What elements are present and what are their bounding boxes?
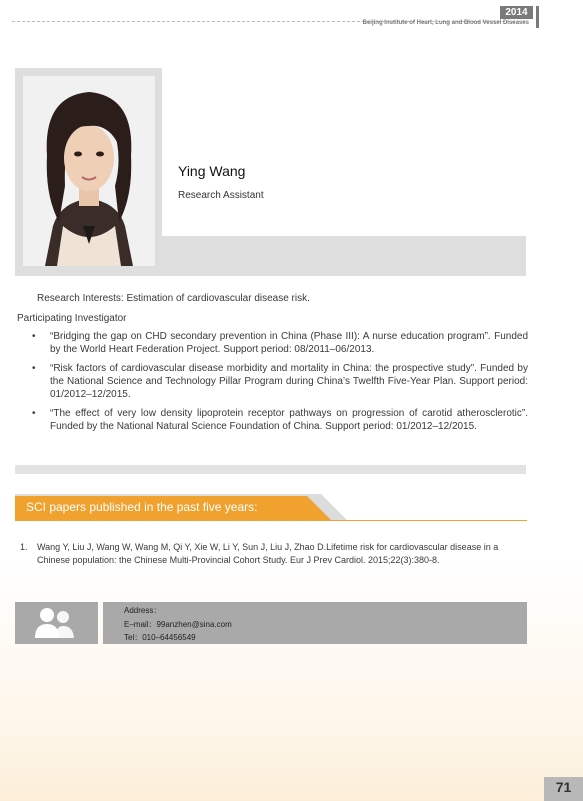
people-icon [15,602,98,644]
contact-phone: Tel：010–64456549 [124,633,196,642]
page-background [0,560,583,801]
project-list [20,330,528,439]
header-institute-name: Beijing Institute of Heart, Lung and Blood Vessel Diseases [362,20,529,26]
participating-investigator-heading: Participating Investigator [17,313,127,324]
profile-photo [23,76,155,266]
banner-underline [15,520,527,521]
contact-icon-box [15,602,98,644]
section-divider [15,465,526,474]
project-text: “Risk factors of cardiovascular disease morbidity and mortality in China: the prospective study”. Funded by the National Science and Technology Pillar Program during China’s Twelfth Five-Year Plan. Support period: 01/2012–12/2015. [50,363,528,400]
contact-email: E–mail：99anzhen@sina.com [124,620,232,629]
contact-address: Address： [124,606,162,615]
project-text: “The effect of very low density lipoprotein receptor pathways on progression of carotid atherosclerotic”. Funded by the National Natural Science Foundation of China. Support period: 01/2012–12/2015. [50,408,528,432]
header-vertical-bar [536,6,539,28]
list-item [20,362,528,401]
reference-number: 1. [20,542,28,552]
sci-section-banner [15,494,527,522]
profile-name: Ying Wang [178,163,246,179]
reference-text: Wang Y, Liu J, Wang W, Wang M, Qi Y, Xie W, Li Y, Sun J, Liu J, Zhao D.Lifetime risk for cardiovascular disease in a Chinese population: the Chinese Multi-Provincial Cohort Study. Eur J Prev Cardiol. 2015;22(3):380-8. [37,542,499,565]
list-item [20,330,528,356]
page-number: 71 [555,779,572,795]
list-item [20,407,528,433]
bullet-icon: • [32,331,36,342]
project-text: “Bridging the gap on CHD secondary prevention in China (Phase III): A nurse education program”. Funded by the World Heart Federation Project. Support period: 08/2011–06/2013. [50,331,528,355]
header-year-badge: 2014 [500,6,533,19]
research-interests: Research Interests: Estimation of cardiovascular disease risk. [37,293,310,304]
profile-title: Research Assistant [178,190,264,201]
portrait-illustration [23,76,155,266]
bullet-icon: • [32,408,36,419]
reference-item [20,541,528,567]
sci-heading: SCI papers published in the past five years: [26,500,258,514]
bullet-icon: • [32,363,36,374]
